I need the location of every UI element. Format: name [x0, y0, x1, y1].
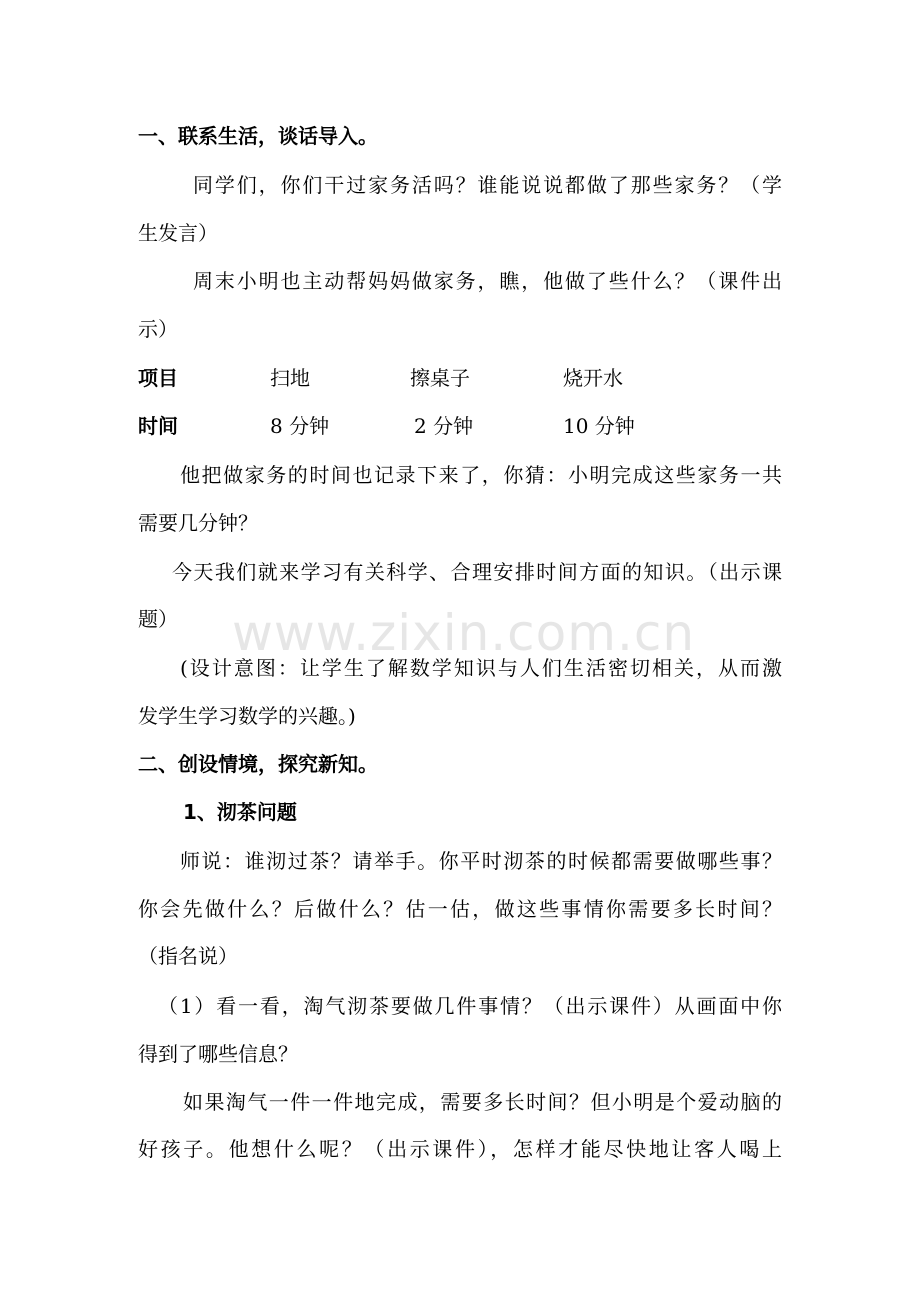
table-cell: 10 分钟 — [563, 414, 635, 438]
table-cell: 擦桌子 — [410, 366, 470, 390]
s1-para1-line1: 同学们，你们干过家务活吗？谁能说说都做了那些家务？（学 — [193, 173, 782, 197]
s2-para1-line1: 师说：谁沏过茶？请举手。你平时沏茶的时候都需要做哪些事？ — [180, 849, 782, 873]
s1-para4-line1: 今天我们就来学习有关科学、合理安排时间方面的知识。（出示课 — [172, 560, 782, 584]
s2-para2-line1: （1）看一看，淘气沏茶要做几件事情？（出示课件）从画面中你 — [158, 994, 782, 1018]
s2-para3-line1: 如果淘气一件一件地完成，需要多长时间？但小明是个爱动脑的 — [183, 1090, 782, 1114]
table-cell: 扫地 — [270, 366, 310, 390]
section2-subheading: 1、沏茶问题 — [183, 800, 297, 824]
s1-para2-line2: 示） — [138, 317, 178, 341]
section2-heading: 二、创设情境，探究新知。 — [138, 752, 378, 776]
s2-para1-line3: （指名说） — [138, 944, 238, 968]
s1-para3-line1: 他把做家务的时间也记录下来了，你猜：小明完成这些家务一共 — [180, 463, 782, 487]
watermark: www.zixin.com.cn — [232, 604, 696, 662]
s1-para3-line2: 需要几分钟？ — [138, 511, 258, 535]
table-row-label-time: 时间 — [138, 414, 178, 438]
s2-para2-line2: 得到了哪些信息？ — [138, 1042, 298, 1066]
table-cell: 2 分钟 — [414, 414, 474, 438]
section1-heading: 一、联系生活，谈话导入。 — [138, 124, 378, 148]
table-cell: 8 分钟 — [270, 414, 330, 438]
table-cell: 烧开水 — [563, 366, 623, 390]
s1-design-note-line2: 发学生学习数学的兴趣。) — [138, 704, 356, 728]
table-row-label-item: 项目 — [138, 366, 178, 390]
s1-design-note-line1: (设计意图：让学生了解数学知识与人们生活密切相关，从而激 — [180, 656, 782, 680]
s2-para3-line2: 好孩子。他想什么呢？（出示课件），怎样才能尽快地让客人喝上 — [138, 1137, 782, 1161]
s2-para1-line2: 你会先做什么？后做什么？估一估，做这些事情你需要多长时间？ — [138, 897, 782, 921]
s1-para2-line1: 周末小明也主动帮妈妈做家务，瞧，他做了些什么？（课件出 — [193, 269, 782, 293]
s1-para4-line2: 题） — [138, 607, 178, 631]
s1-para1-line2: 生发言） — [138, 221, 218, 245]
